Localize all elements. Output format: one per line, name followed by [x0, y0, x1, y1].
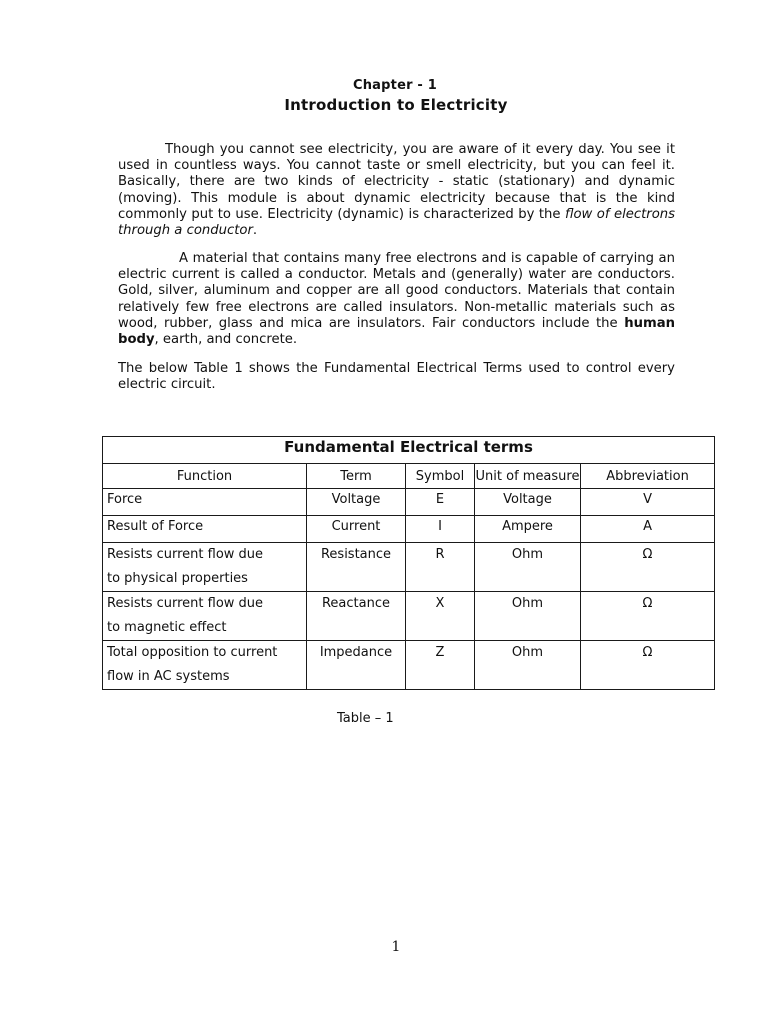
cell-function: Force: [103, 489, 307, 516]
cell-function-line: Total opposition to current: [107, 645, 278, 660]
cell-unit: Ampere: [475, 516, 581, 543]
chapter-title: Introduction to Electricity: [284, 96, 508, 114]
cell-unit: Voltage: [475, 489, 581, 516]
cell-symbol: Z: [406, 641, 475, 690]
table-caption: Table – 1: [337, 711, 394, 726]
header-symbol: Symbol: [406, 464, 475, 489]
cell-abbreviation: A: [581, 516, 715, 543]
cell-unit: Ohm: [475, 543, 581, 592]
cell-function: [103, 592, 307, 641]
table-row: [103, 543, 715, 592]
cell-function-line: to physical properties: [107, 571, 248, 586]
cell-symbol: X: [406, 592, 475, 641]
cell-function-line: Resists current flow due: [107, 547, 264, 562]
emphasis-text: flow of electrons through a conductor: [118, 206, 675, 239]
cell-term: Current: [307, 516, 406, 543]
paragraph-electricity-intro: [118, 142, 675, 239]
cell-abbreviation: V: [581, 489, 715, 516]
cell-term: Voltage: [307, 489, 406, 516]
cell-term: Impedance: [307, 641, 406, 690]
cell-function: Result of Force: [103, 516, 307, 543]
cell-unit: Ohm: [475, 592, 581, 641]
cell-abbreviation: Ω: [581, 592, 715, 641]
table-row: [103, 489, 715, 516]
table-row: [103, 592, 715, 641]
cell-function-line: Resists current flow due: [107, 596, 264, 611]
table-title: Fundamental Electrical terms: [103, 437, 715, 464]
cell-function-line: to magnetic effect: [107, 620, 227, 635]
chapter-label: Chapter - 1: [352, 78, 437, 93]
header-function: Function: [103, 464, 307, 489]
cell-abbreviation: Ω: [581, 641, 715, 690]
header-term: Term: [307, 464, 406, 489]
paragraph-end: , earth, and concrete.: [154, 332, 298, 348]
header-unit: Unit of measure: [475, 464, 581, 489]
cell-symbol: R: [406, 543, 475, 592]
cell-function-line: flow in AC systems: [107, 669, 230, 684]
cell-term: Resistance: [307, 543, 406, 592]
table-header-row: [103, 464, 715, 489]
bold-text: human body: [118, 315, 675, 348]
cell-abbreviation: Ω: [581, 543, 715, 592]
paragraph-conductors: [118, 251, 675, 348]
cell-symbol: E: [406, 489, 475, 516]
page-number: 1: [391, 939, 401, 955]
cell-term: Reactance: [307, 592, 406, 641]
paragraph-text: A material that contains many free electrons and is capable of carrying an electric current is called a conductor. Metals and (generally) water are conductors. Gold, silver, aluminum and copper are all good conductors. Materials that contain relatively few free electrons are called insulators. Non-metallic materials such as wood, rubber, glass and mica are insulators. Fair conductors include the: [118, 251, 675, 331]
cell-symbol: I: [406, 516, 475, 543]
cell-function: [103, 543, 307, 592]
electrical-terms-table: [102, 436, 715, 690]
table-row: [103, 641, 715, 690]
cell-function: [103, 641, 307, 690]
paragraph-text: Though you cannot see electricity, you are aware of it every day. You see it used in countless ways. You cannot taste or smell electricity, but you can feel it. Basically, there are two kinds of electricity - static (stationary) and dynamic (moving). This module is about dynamic electricity because that is the kind commonly put to use. Electricity (dynamic) is characterized by the: [118, 142, 675, 222]
paragraph-end: .: [252, 223, 258, 239]
header-abbreviation: Abbreviation: [581, 464, 715, 489]
paragraph-table-intro: The below Table 1 shows the Fundamental Electrical Terms used to control every electric circuit.: [118, 361, 675, 393]
table-row: [103, 516, 715, 543]
cell-unit: Ohm: [475, 641, 581, 690]
